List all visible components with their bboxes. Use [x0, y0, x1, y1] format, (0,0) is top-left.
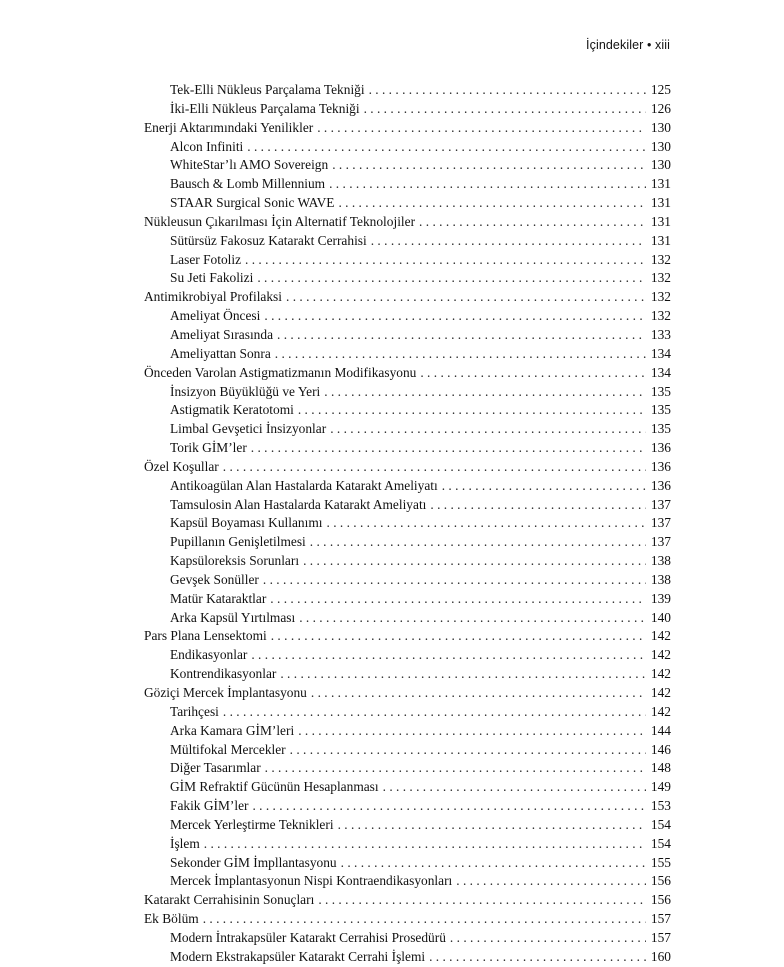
leader-dots: [247, 138, 646, 157]
toc-page-number: 136: [650, 458, 671, 474]
leader-dots: [251, 646, 646, 665]
toc-page-number: 149: [650, 779, 671, 795]
leader-dots: [252, 797, 646, 816]
toc-entry: [144, 627, 671, 646]
toc-subentry: [144, 665, 671, 684]
toc-entry: [144, 458, 671, 477]
leader-dots: [341, 854, 646, 873]
toc-subentry: [144, 722, 671, 741]
toc-page-number: 133: [650, 326, 671, 342]
toc-entry-title: Matür Kataraktlar: [170, 590, 267, 606]
leader-dots: [223, 458, 646, 477]
toc-page-number: 160: [650, 948, 671, 964]
toc-subentry: [144, 251, 671, 270]
toc-entry-title: Astigmatik Keratotomi: [170, 402, 294, 418]
leader-dots: [369, 81, 646, 100]
toc-page-number: 138: [650, 553, 671, 569]
toc-subentry: [144, 232, 671, 251]
toc-subentry: [144, 759, 671, 778]
toc-page-number: 148: [650, 760, 671, 776]
leader-dots: [338, 194, 646, 213]
toc-subentry: [144, 496, 671, 515]
toc-subentry: [144, 590, 671, 609]
toc-page-number: 156: [650, 892, 671, 908]
leader-dots: [420, 364, 646, 383]
toc-entry-title: Gevşek Sonüller: [170, 571, 259, 587]
toc-entry: [144, 684, 671, 703]
toc-page-number: 156: [650, 873, 671, 889]
toc-page-number: 136: [650, 440, 671, 456]
toc-entry-title: Kapsüloreksis Sorunları: [170, 553, 300, 569]
toc-entry: [144, 910, 671, 929]
toc-page-number: 130: [650, 138, 671, 154]
leader-dots: [311, 684, 646, 703]
toc-subentry: [144, 609, 671, 628]
leader-dots: [299, 609, 646, 628]
leader-dots: [223, 703, 646, 722]
toc-entry-title: Limbal Gevşetici İnsizyonlar: [170, 421, 327, 437]
leader-dots: [264, 307, 646, 326]
leader-dots: [317, 119, 646, 138]
leader-dots: [290, 741, 646, 760]
toc-entry-title: Göziçi Mercek İmplantasyonu: [144, 685, 307, 700]
toc-subentry: [144, 138, 671, 157]
toc-entry-title: Torik GİM’ler: [170, 440, 247, 456]
toc-entry-title: Katarakt Cerrahisinin Sonuçları: [144, 892, 315, 908]
leader-dots: [204, 835, 646, 854]
toc-entry-title: Modern Ekstrakapsüler Katarakt Cerrahi İşlemi: [170, 948, 426, 964]
toc-subentry: [144, 439, 671, 458]
toc-page-number: 155: [650, 854, 671, 870]
toc-page-number: 135: [650, 402, 671, 418]
toc-entry: [144, 891, 671, 910]
leader-dots: [270, 590, 646, 609]
toc-entry-title: İnsizyon Büyüklüğü ve Yeri: [170, 383, 321, 399]
leader-dots: [286, 288, 646, 307]
toc-subentry: [144, 156, 671, 175]
leader-dots: [419, 213, 646, 232]
leader-dots: [332, 156, 646, 175]
toc-subentry: [144, 571, 671, 590]
toc-entry-title: Sekonder GİM İmpllantasyonu: [170, 854, 337, 870]
toc-entry-title: Ameliyat Sırasında: [170, 326, 274, 342]
toc-entry-title: Ameliyattan Sonra: [170, 345, 271, 361]
leader-dots: [329, 175, 646, 194]
leader-dots: [203, 910, 646, 929]
toc-page-number: 142: [650, 703, 671, 719]
toc-page-number: 125: [650, 82, 671, 97]
toc-entry-title: GİM Refraktif Gücünün Hesaplanması: [170, 779, 379, 795]
toc-entry-title: Sütürsüz Fakosuz Katarakt Cerrahisi: [170, 232, 367, 248]
toc-subentry: [144, 816, 671, 835]
toc-page-number: 137: [650, 496, 671, 512]
toc-page-number: 132: [650, 251, 671, 267]
toc-entry-title: Antikoagülan Alan Hastalarda Katarakt Ameliyatı: [170, 477, 438, 493]
toc-subentry: [144, 948, 671, 967]
toc-page-number: 135: [650, 383, 671, 399]
toc-subentry: [144, 383, 671, 402]
toc-page-number: 130: [650, 119, 671, 135]
toc-subentry: [144, 81, 671, 100]
leader-dots: [430, 496, 646, 515]
leader-dots: [271, 627, 646, 646]
toc-page-number: 144: [650, 722, 671, 738]
toc-subentry: [144, 100, 671, 119]
toc-entry: [144, 119, 671, 138]
toc-page-number: 126: [650, 100, 671, 116]
toc-entry-title: Mültifokal Mercekler: [170, 741, 286, 757]
toc-entry-title: Kontrendikasyonlar: [170, 666, 277, 682]
leader-dots: [310, 533, 646, 552]
toc-entry-title: Arka Kapsül Yırtılması: [170, 609, 296, 625]
toc-page-number: 142: [650, 628, 671, 644]
toc-entry-title: Diğer Tasarımlar: [170, 760, 261, 776]
toc-page-number: 134: [650, 364, 671, 380]
toc-entry-title: Ek Bölüm: [144, 911, 199, 927]
toc-page-number: 146: [650, 741, 671, 757]
toc-entry-title: Arka Kamara GİM’leri: [170, 722, 295, 738]
toc-subentry: [144, 477, 671, 496]
toc-page-number: 131: [650, 232, 671, 248]
toc-subentry: [144, 552, 671, 571]
toc-entry-title: İki-Elli Nükleus Parçalama Tekniği: [170, 100, 360, 116]
leader-dots: [371, 232, 646, 251]
toc-entry-title: WhiteStar’lı AMO Sovereign: [170, 157, 329, 173]
toc-subentry: [144, 420, 671, 439]
leader-dots: [280, 665, 646, 684]
toc-entry-title: STAAR Surgical Sonic WAVE: [170, 195, 335, 211]
toc-entry-title: Tamsulosin Alan Hastalarda Katarakt Ameliyatı: [170, 496, 427, 512]
leader-dots: [364, 100, 646, 119]
toc-page-number: 142: [650, 685, 671, 700]
toc-entry-title: Kapsül Boyaması Kullanımı: [170, 515, 323, 531]
toc-page-number: 137: [650, 534, 671, 550]
leader-dots: [257, 269, 646, 288]
toc-page-number: 157: [650, 911, 671, 927]
toc-page-number: 142: [650, 666, 671, 682]
toc-page-number: 136: [650, 477, 671, 493]
toc-subentry: [144, 194, 671, 213]
leader-dots: [318, 891, 646, 910]
leader-dots: [442, 477, 646, 496]
toc-page-number: 131: [650, 176, 671, 192]
leader-dots: [450, 929, 646, 948]
leader-dots: [275, 345, 646, 364]
toc-entry-title: Nükleusun Çıkarılması İçin Alternatif Teknolojiler: [144, 213, 416, 229]
toc-page-number: 132: [650, 308, 671, 324]
toc-subentry: [144, 307, 671, 326]
leader-dots: [298, 722, 646, 741]
toc-page-number: 157: [650, 929, 671, 945]
toc-entry-title: Su Jeti Fakolizi: [170, 270, 254, 286]
toc-entry: [144, 288, 671, 307]
toc-page-number: 138: [650, 571, 671, 587]
toc-entry-title: Tek-Elli Nükleus Parçalama Tekniği: [170, 82, 365, 97]
leader-dots: [251, 439, 646, 458]
toc-entry-title: Endikasyonlar: [170, 647, 248, 663]
leader-dots: [330, 420, 646, 439]
toc-entry: [144, 364, 671, 383]
toc-page-number: 153: [650, 798, 671, 814]
toc-entry-title: Mercek Yerleştirme Teknikleri: [170, 816, 334, 832]
leader-dots: [383, 778, 646, 797]
leader-dots: [324, 383, 646, 402]
toc-page-number: 154: [650, 816, 671, 832]
toc-subentry: [144, 872, 671, 891]
toc-subentry: [144, 533, 671, 552]
running-head: İçindekiler • xiii: [586, 38, 670, 52]
leader-dots: [263, 571, 646, 590]
toc-page-number: 131: [650, 213, 671, 229]
toc-subentry: [144, 741, 671, 760]
toc-entry-title: İşlem: [170, 835, 200, 851]
toc-subentry: [144, 269, 671, 288]
toc-page-number: 139: [650, 590, 671, 606]
toc-entry-title: Mercek İmplantasyonun Nispi Kontraendikasyonları: [170, 873, 453, 889]
toc-page-number: 142: [650, 647, 671, 663]
toc-page-number: 130: [650, 157, 671, 173]
leader-dots: [298, 401, 646, 420]
toc-subentry: [144, 797, 671, 816]
leader-dots: [245, 251, 646, 270]
toc-subentry: [144, 326, 671, 345]
toc-entry-title: Pupillanın Genişletilmesi: [170, 534, 306, 550]
toc-subentry: [144, 175, 671, 194]
toc-subentry: [144, 345, 671, 364]
toc-page-number: 154: [650, 835, 671, 851]
toc-entry-title: Özel Koşullar: [144, 458, 219, 474]
leader-dots: [456, 872, 646, 891]
toc-page-number: 132: [650, 289, 671, 305]
leader-dots: [303, 552, 646, 571]
toc-subentry: [144, 646, 671, 665]
toc-page-number: 135: [650, 421, 671, 437]
leader-dots: [277, 326, 646, 345]
toc-page-number: 134: [650, 345, 671, 361]
leader-dots: [265, 759, 646, 778]
toc-entry-title: Fakik GİM’ler: [170, 798, 249, 814]
leader-dots: [429, 948, 646, 967]
leader-dots: [338, 816, 646, 835]
toc-subentry: [144, 703, 671, 722]
toc-entry-title: Önceden Varolan Astigmatizmanın Modifikasyonu: [144, 364, 417, 380]
toc-entry-title: Tarihçesi: [170, 703, 219, 719]
toc-entry: [144, 213, 671, 232]
toc-entry-title: Antimikrobiyal Profilaksi: [144, 289, 282, 305]
toc-page-number: 140: [650, 609, 671, 625]
toc-entry-title: Bausch & Lomb Millennium: [170, 176, 326, 192]
toc-page-number: 137: [650, 515, 671, 531]
leader-dots: [327, 514, 647, 533]
table-of-contents: [144, 81, 671, 967]
toc-subentry: [144, 514, 671, 533]
toc-page-number: 131: [650, 195, 671, 211]
toc-subentry: [144, 778, 671, 797]
toc-page-number: 132: [650, 270, 671, 286]
toc-subentry: [144, 929, 671, 948]
toc-entry-title: Alcon Infiniti: [170, 138, 244, 154]
toc-entry-title: Laser Fotoliz: [170, 251, 242, 267]
toc-entry-title: Enerji Aktarımındaki Yenilikler: [144, 119, 314, 135]
toc-entry-title: Modern İntrakapsüler Katarakt Cerrahisi Prosedürü: [170, 929, 446, 945]
toc-subentry: [144, 854, 671, 873]
toc-subentry: [144, 401, 671, 420]
toc-entry-title: Ameliyat Öncesi: [170, 308, 261, 324]
toc-subentry: [144, 835, 671, 854]
toc-entry-title: Pars Plana Lensektomi: [144, 628, 267, 644]
